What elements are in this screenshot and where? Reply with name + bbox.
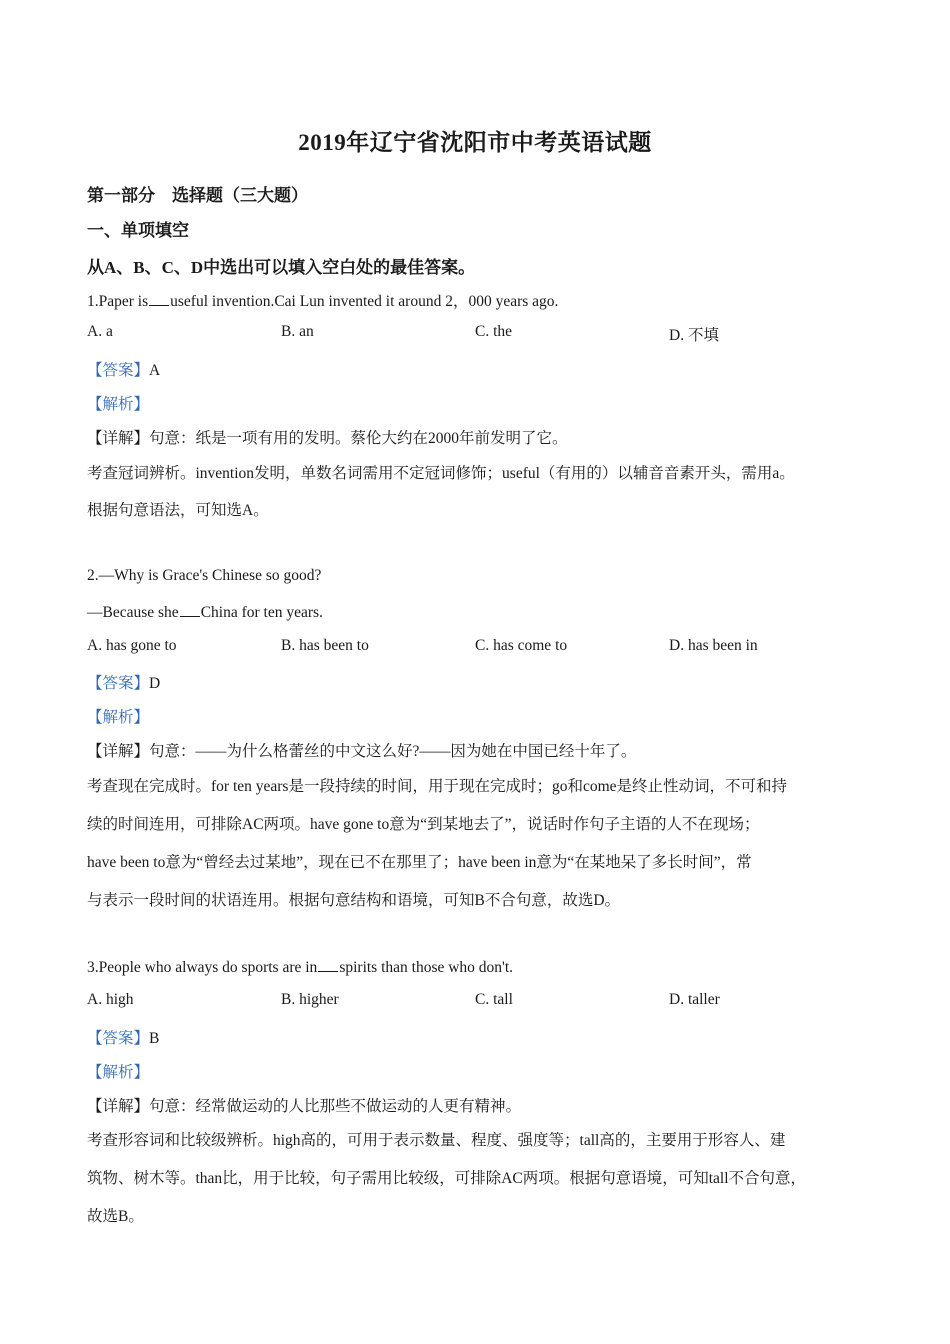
q2-option-c: C. has come to xyxy=(475,637,568,654)
question-2-stem: 2.—Why is Grace's Chinese so good? xyxy=(87,567,322,584)
q1-explanation-line: 根据句意语法，可知选A。 xyxy=(87,502,269,519)
q2-explanation-line: 与表示一段时间的状语连用。根据句意结构和语境，可知B不合句意，故选D。 xyxy=(87,892,621,909)
blank-line xyxy=(149,291,169,306)
q3-detail: 【详解】句意：经常做运动的人比那些不做运动的人更有精神。 xyxy=(87,1098,522,1115)
q2-explanation-line: 考查现在完成时。for ten years是一段持续的时间，用于现在完成时；go和come是终止性动词，不可和持 xyxy=(87,778,788,795)
blank-line xyxy=(318,957,338,972)
q1-explanation-line: 考查冠词辨析。invention发明，单数名词需用不定冠词修饰；useful（有用的）以辅音音素开头，需用a。 xyxy=(87,465,795,482)
q3-option-c: C. tall xyxy=(475,991,513,1008)
q3-option-b: B. higher xyxy=(281,991,339,1008)
q2-detail: 【详解】句意：——为什么格蕾丝的中文这么好?——因为她在中国已经十年了。 xyxy=(87,743,637,760)
q3-explanation-line: 考查形容词和比较级辨析。high高的，可用于表示数量、程度、强度等；tall高的，主要用于形容人、建 xyxy=(87,1132,786,1149)
q1-answer: 【答案】A xyxy=(87,362,161,379)
q2-option-b: B. has been to xyxy=(281,637,369,654)
q2-explanation-line: 续的时间连用，可排除AC两项。have gone to意为“到某地去了”，说话时作句子主语的人不在现场； xyxy=(87,816,760,833)
q2-explanation-line: have been to意为“曾经去过某地”，现在已不在那里了；have been in意为“在某地呆了多长时间”，常 xyxy=(87,854,752,871)
q2-answer: 【答案】D xyxy=(87,675,161,692)
q2-analysis-label: 【解析】 xyxy=(87,709,150,726)
q1-detail: 【详解】句意：纸是一项有用的发明。蔡伦大约在2000年前发明了它。 xyxy=(87,430,568,447)
q3-explanation-line: 故选B。 xyxy=(87,1208,144,1225)
q1-option-a: A. a xyxy=(87,323,113,340)
q1-analysis-label: 【解析】 xyxy=(87,396,150,413)
page-title: 2019年辽宁省沈阳市中考英语试题 xyxy=(298,130,652,155)
q3-explanation-line: 筑物、树木等。than比，用于比较，句子需用比较级，可排除AC两项。根据句意语境，可知tall不合句意， xyxy=(87,1170,807,1187)
q3-option-d: D. taller xyxy=(669,991,720,1008)
section-heading: 一、单项填空 xyxy=(87,221,189,240)
q2-option-a: A. has gone to xyxy=(87,637,177,654)
q1-option-b: B. an xyxy=(281,323,314,340)
question-2-stem-2: —Because she China for ten years. xyxy=(87,604,323,621)
blank-line xyxy=(180,602,200,617)
question-1-stem: 1.Paper is useful invention.Cai Lun invented it around 2，000 years ago. xyxy=(87,293,559,310)
instruction: 从A、B、C、D中选出可以填入空白处的最佳答案。 xyxy=(87,258,476,277)
part-heading: 第一部分 选择题（三大题） xyxy=(87,186,308,205)
q3-answer: 【答案】B xyxy=(87,1030,160,1047)
q2-option-d: D. has been in xyxy=(669,637,758,654)
q3-option-a: A. high xyxy=(87,991,134,1008)
q1-option-c: C. the xyxy=(475,323,513,340)
q1-option-d: D. 不填 xyxy=(669,327,719,344)
q3-analysis-label: 【解析】 xyxy=(87,1064,150,1081)
question-3-stem: 3.People who always do sports are in spirits than those who don't. xyxy=(87,959,514,976)
